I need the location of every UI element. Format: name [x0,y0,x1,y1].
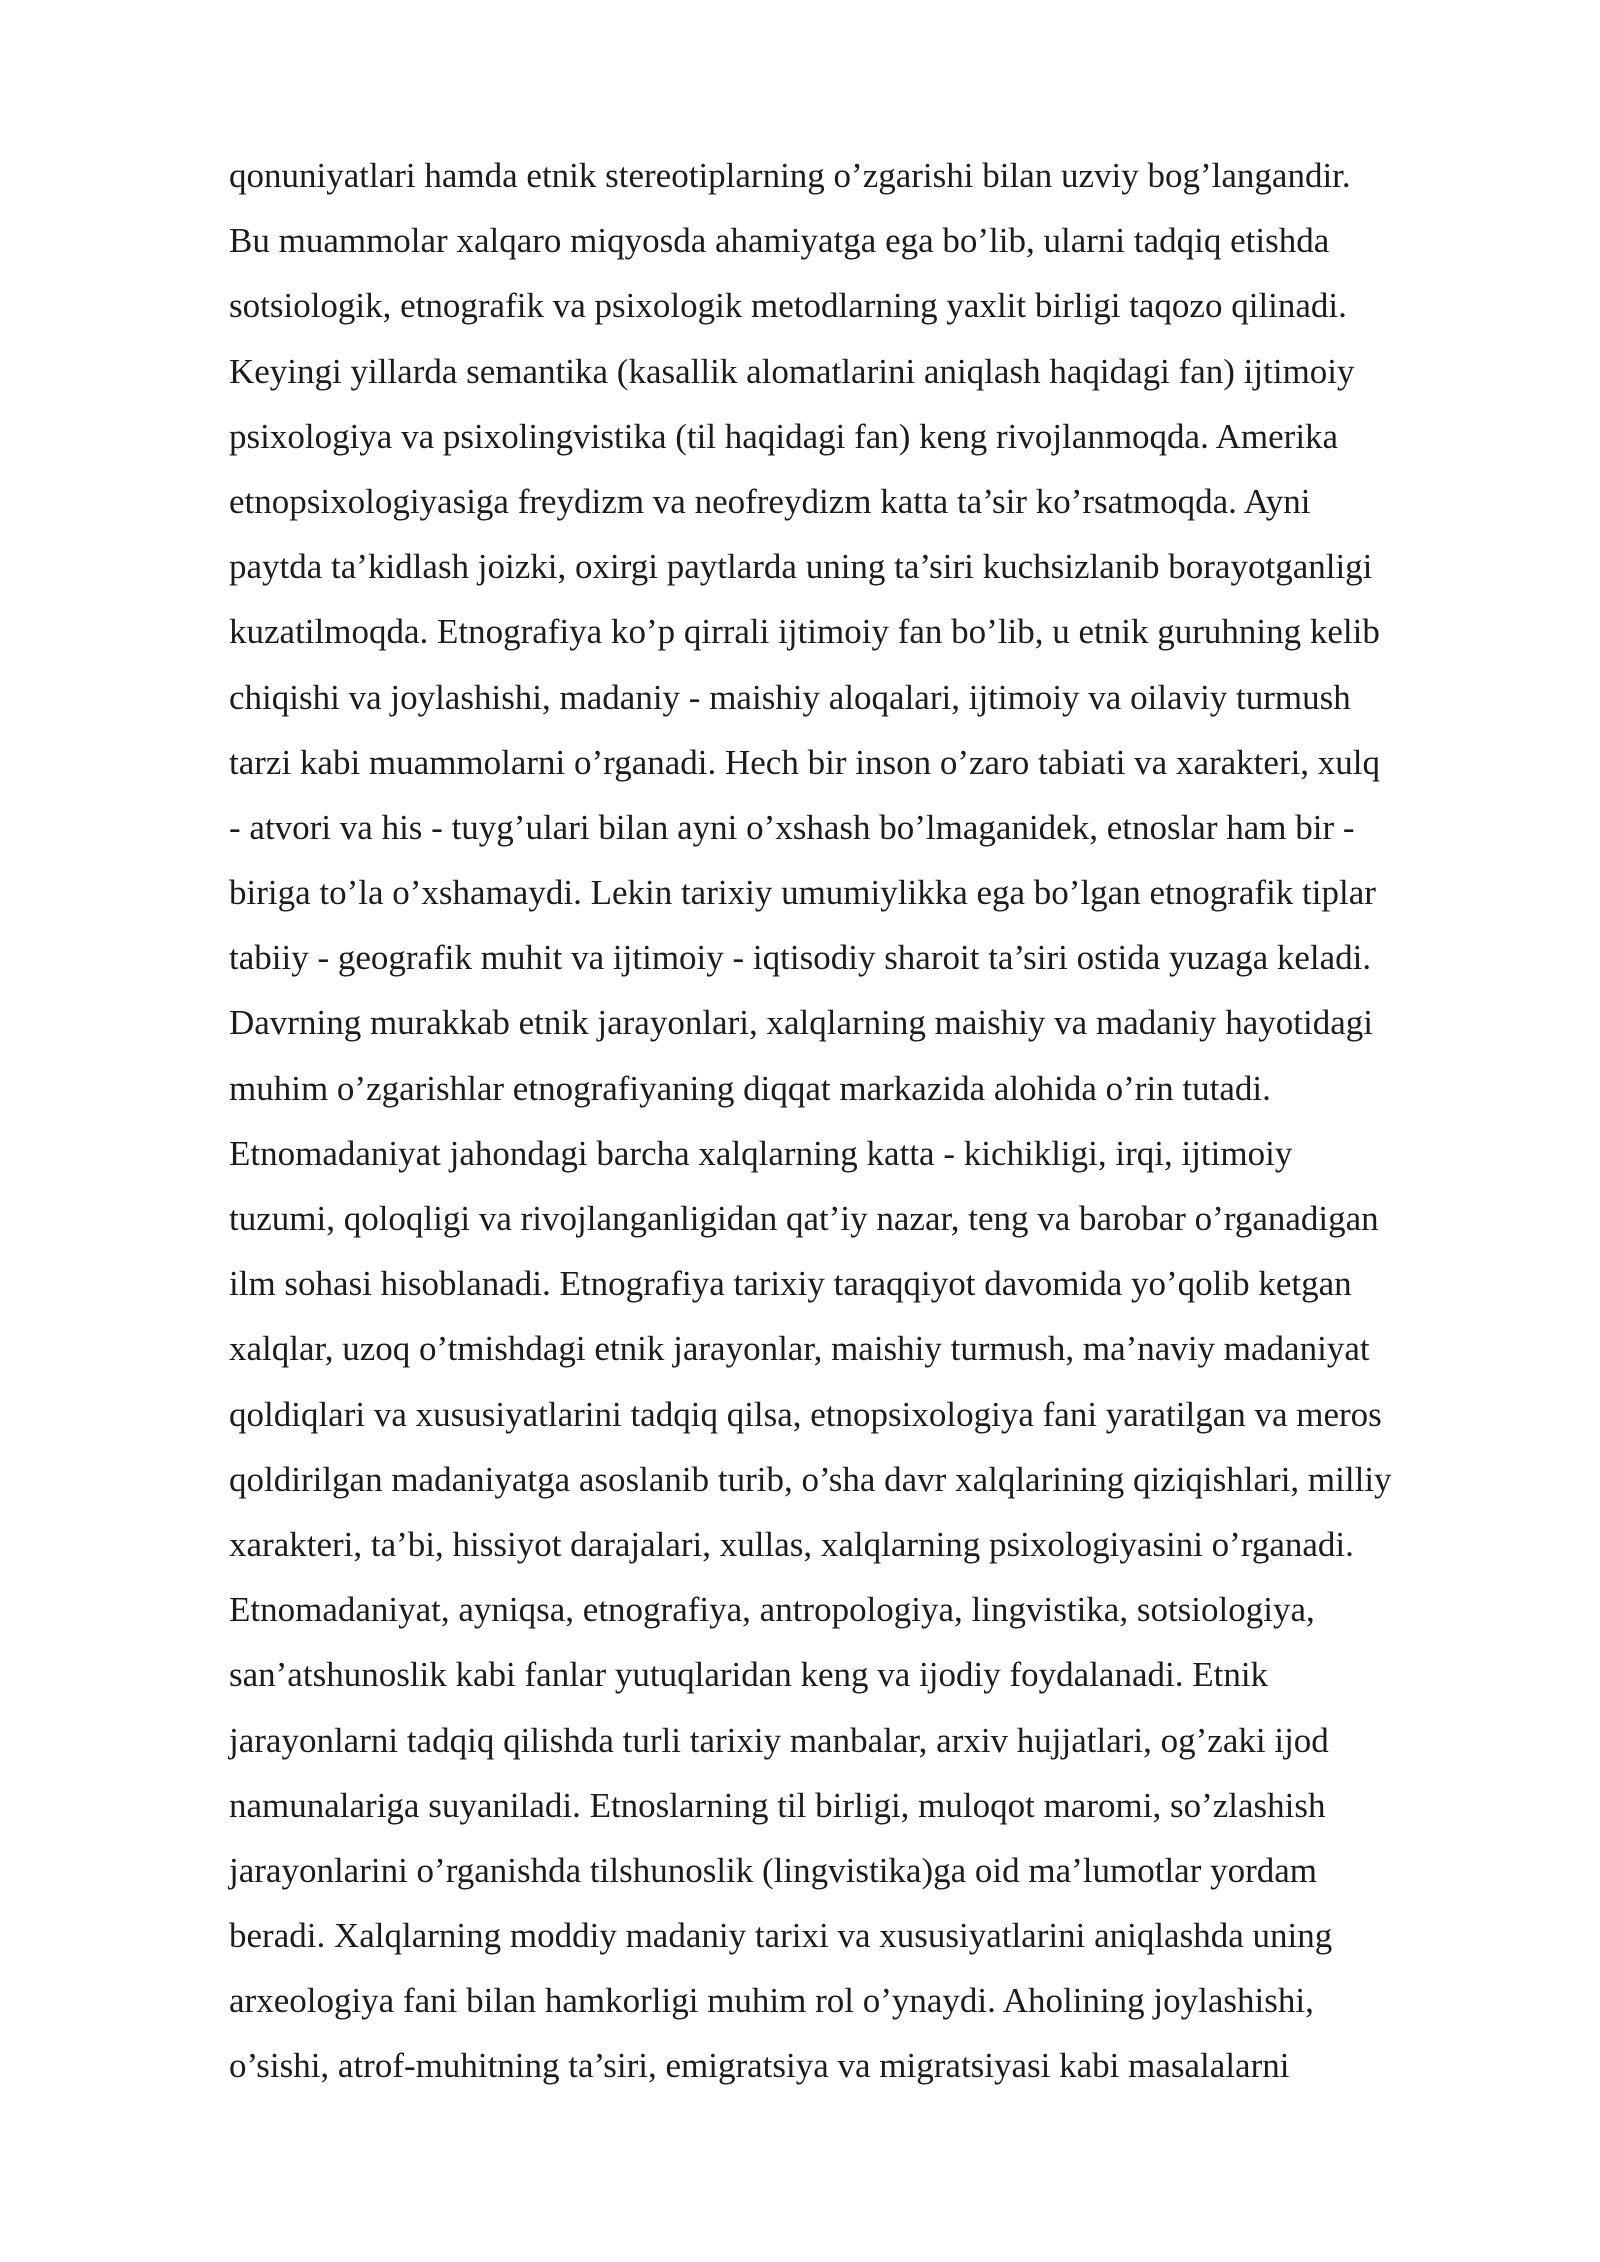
text-line: qoldiqlari va xususiyatlarini tadqiq qilsa, etnopsixologiya fani yaratilgan va meros [229,1394,1382,1434]
text-line: Etnomadaniyat, ayniqsa, etnografiya, antropologiya, lingvistika, sotsiologiya, [229,1590,1315,1630]
text-line: paytda ta’kidlash joizki, oxirgi paytlarda uning ta’siri kuchsizlanib borayotganligi [229,547,1373,587]
text-line: qoldirilgan madaniyatga asoslanib turib, o’sha davr xalqlarining qiziqishlari, milliy [229,1459,1392,1499]
text-line: san’atshunoslik kabi fanlar yutuqlaridan keng va ijodiy foydalanadi. Etnik [229,1655,1269,1695]
text-line: kuzatilmoqda. Etnografiya ko’p qirrali ijtimoiy fan bo’lib, u etnik guruhning kelib [229,612,1380,652]
text-line: beradi. Xalqlarning moddiy madaniy tarixi va xususiyatlarini aniqlashda uning [229,1916,1333,1956]
text-line: Etnomadaniyat jahondagi barcha xalqlarning katta - kichikligi, irqi, ijtimoiy [229,1133,1293,1173]
text-line: ilm sohasi hisoblanadi. Etnografiya tarixiy taraqqiyot davomida yo’qolib ketgan [229,1264,1352,1304]
text-line: qonuniyatlari hamda etnik stereotiplarning o’zgarishi bilan uzviy bog’langandir. [229,156,1351,195]
text-line: sotsiologik, etnografik va psixologik metodlarning yaxlit birligi taqozo qilinadi. [229,286,1347,326]
text-line: tabiiy - geografik muhit va ijtimoiy - iqtisodiy sharoit ta’siri ostida yuzaga keladi. [229,938,1372,978]
text-line: tarzi kabi muammolarni o’rganadi. Hech bir inson o’zaro tabiati va xarakteri, xulq [229,742,1381,782]
text-line: Bu muammolar xalqaro miqyosda ahamiyatga ega bo’lib, ularni tadqiq etishda [229,221,1330,261]
text-line: o’sishi, atrof-muhitning ta’siri, emigratsiya va migratsiyasi kabi masalalarni [229,2046,1290,2086]
text-line: muhim o’zgarishlar etnografiyaning diqqat markazida alohida o’rin tutadi. [229,1068,1271,1108]
text-line: namunalariga suyaniladi. Etnoslarning til birligi, muloqot maromi, so’zlashish [229,1785,1326,1825]
text-line: psixologiya va psixolingvistika (til haqidagi fan) keng rivojlanmoqda. Amerika [229,416,1339,456]
text-line: etnopsixologiyasiga freydizm va neofreydizm katta ta’sir ko’rsatmoqda. Ayni [229,481,1311,521]
text-line: biriga to’la o’xshamaydi. Lekin tarixiy umumiylikka ega bo’lgan etnografik tiplar [229,873,1376,913]
text-line: - atvori va his - tuyg’ulari bilan ayni o’xshash bo’lmaganidek, etnoslar ham bir - [229,807,1355,847]
text-line: jarayonlarni tadqiq qilishda turli tarixiy manbalar, arxiv hujjatlari, og’zaki ijod [229,1720,1329,1760]
text-line: xarakteri, ta’bi, hissiyot darajalari, xullas, xalqlarning psixologiyasini o’rganadi. [229,1524,1354,1564]
body-text [229,148,1529,2104]
text-line: jarayonlarini o’rganishda tilshunoslik (lingvistika)ga oid ma’lumotlar yordam [229,1850,1318,1890]
text-line: tuzumi, qoloqligi va rivojlanganligidan qat’iy nazar, teng va barobar o’rganadigan [229,1199,1379,1238]
text-line: xalqlar, uzoq o’tmishdagi etnik jarayonlar, maishiy turmush, ma’naviy madaniyat [229,1329,1370,1369]
text-line: chiqishi va joylashishi, madaniy - maishiy aloqalari, ijtimoiy va oilaviy turmush [229,677,1351,717]
text-line: Davrning murakkab etnik jarayonlari, xalqlarning maishiy va madaniy hayotidagi [229,1003,1373,1043]
text-line: arxeologiya fani bilan hamkorligi muhim rol o’ynaydi. Aholining joylashishi, [229,1981,1314,2021]
text-line: Keyingi yillarda semantika (kasallik alomatlarini aniqlash haqidagi fan) ijtimoiy [229,351,1355,391]
